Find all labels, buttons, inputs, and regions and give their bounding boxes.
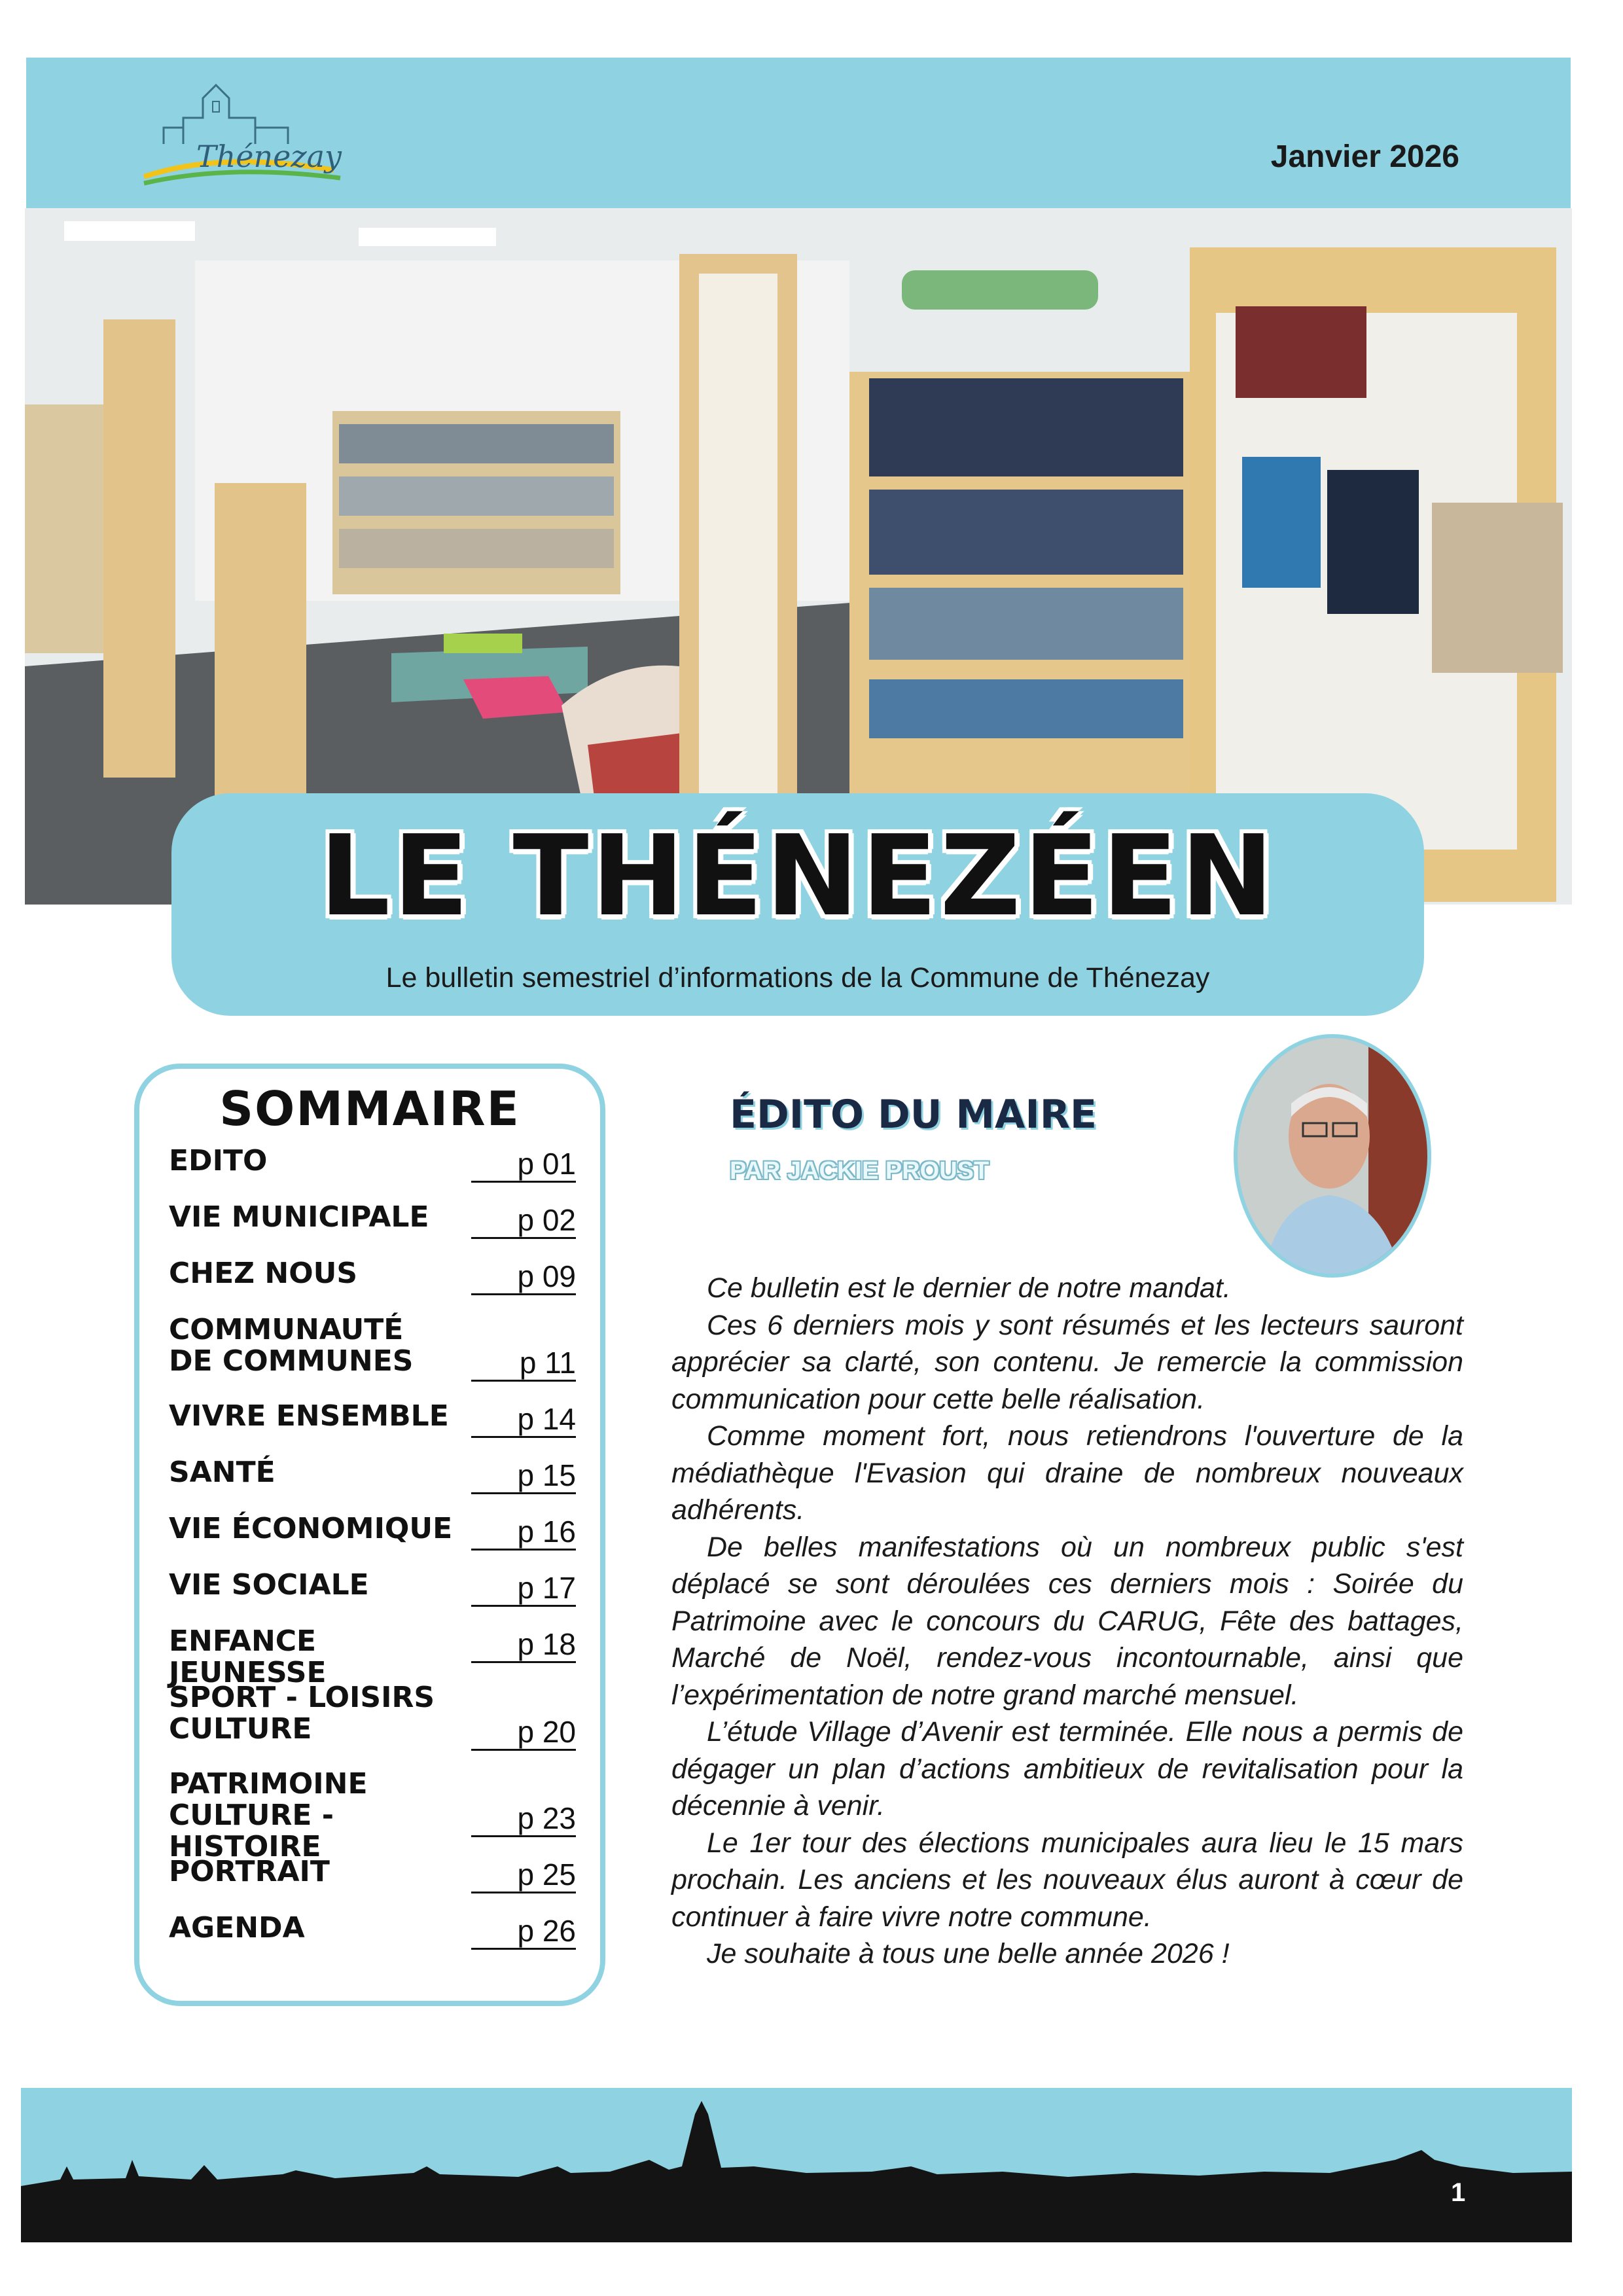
toc-item-label: VIE MUNICIPALE (169, 1200, 429, 1234)
toc-item-label: VIE SOCIALE (169, 1568, 369, 1602)
toc-item-label: SANTÉ (169, 1456, 276, 1489)
toc-item-page[interactable]: p 14 (471, 1402, 576, 1438)
toc-item-label: VIE ÉCONOMIQUE (169, 1512, 453, 1545)
page-number: 1 (1451, 2178, 1466, 2207)
toc-item-page[interactable]: p 25 (471, 1857, 576, 1893)
toc-item-page[interactable]: p 23 (471, 1801, 576, 1837)
toc-item-label: COMMUNAUTÉ (169, 1313, 404, 1346)
toc-item-page[interactable]: p 09 (471, 1259, 576, 1295)
town-skyline (21, 2088, 1572, 2242)
toc-item-label: PORTRAIT (169, 1855, 330, 1888)
issue-date: Janvier 2026 (1270, 139, 1459, 174)
toc-item-page[interactable]: p 26 (471, 1914, 576, 1950)
edito-body (671, 1270, 1463, 1973)
edito-paragraph: Ce bulletin est le dernier de notre mandat. (707, 1272, 1231, 1304)
edito-paragraph: Comme moment fort, nous retiendrons l'ouverture de la médiathèque l'Evasion qui draine de nombreux nouveaux adhérents. (671, 1420, 1463, 1526)
toc-item-page[interactable]: p 02 (471, 1203, 576, 1239)
toc-item-label: PATRIMOINE (169, 1767, 368, 1801)
edito-paragraph: De belles manifestations où un nombreux public s'est déplacé se sont déroulées ces derniers mois : Soirée du Patrimoine avec le concours du CARUG, Fête des battages, Marché de Noël, rendez-vous incontournable, ainsi que l’expérimentation de notre grand marché mensuel. (671, 1531, 1463, 1711)
edito-paragraph: L’étude Village d’Avenir est terminée. Elle nous a permis de dégager un plan d’actions ambitieux de revitalisation pour la décennie à venir. (671, 1716, 1463, 1821)
edito-title: ÉDITO DU MAIRE (730, 1092, 1097, 1138)
toc-item-label: VIVRE ENSEMBLE (169, 1399, 449, 1433)
toc-heading: SOMMAIRE (219, 1081, 520, 1136)
edito-paragraph: Ces 6 derniers mois y sont résumés et les lecteurs sauront apprécier sa clarté, son contenu. Je remercie la commission communication pour cette belle réalisation. (671, 1309, 1463, 1415)
toc-item-page[interactable]: p 11 (471, 1346, 576, 1382)
mayor-portrait (1234, 1034, 1431, 1278)
toc-item-page[interactable]: p 16 (471, 1515, 576, 1551)
toc-item-label: DE COMMUNES (169, 1344, 414, 1378)
town-logo (124, 72, 360, 203)
newsletter-title: LE THÉNEZÉEN (319, 812, 1277, 941)
toc-item-page[interactable]: p 18 (471, 1627, 576, 1663)
logo-text: Thénezay (196, 139, 342, 174)
toc-item-label: AGENDA (169, 1911, 305, 1945)
toc-item-page[interactable]: p 20 (471, 1715, 576, 1751)
toc-item-label: CULTURE - HISTOIRE (169, 1799, 334, 1863)
newsletter-subtitle: Le bulletin semestriel d’informations de la Commune de Thénezay (385, 962, 1210, 994)
toc-item-label: ENFANCE JEUNESSE (169, 1624, 327, 1689)
edito-author: PAR JACKIE PROUST (730, 1157, 990, 1185)
toc-item-label: SPORT - LOISIRS (169, 1681, 435, 1714)
toc-item-page[interactable]: p 01 (471, 1147, 576, 1183)
toc-item-label: CHEZ NOUS (169, 1257, 358, 1290)
edito-paragraph: Le 1er tour des élections municipales aura lieu le 15 mars prochain. Les anciens et les nouveaux élus auront à cœur de continuer à faire vivre notre commune. (671, 1827, 1463, 1933)
toc-item-label: EDITO (169, 1144, 268, 1177)
toc-item-page[interactable]: p 15 (471, 1458, 576, 1494)
edito-paragraph: Je souhaite à tous une belle année 2026 ! (707, 1938, 1230, 1969)
toc-item-page[interactable]: p 17 (471, 1571, 576, 1607)
toc-item-label: CULTURE (169, 1712, 312, 1746)
